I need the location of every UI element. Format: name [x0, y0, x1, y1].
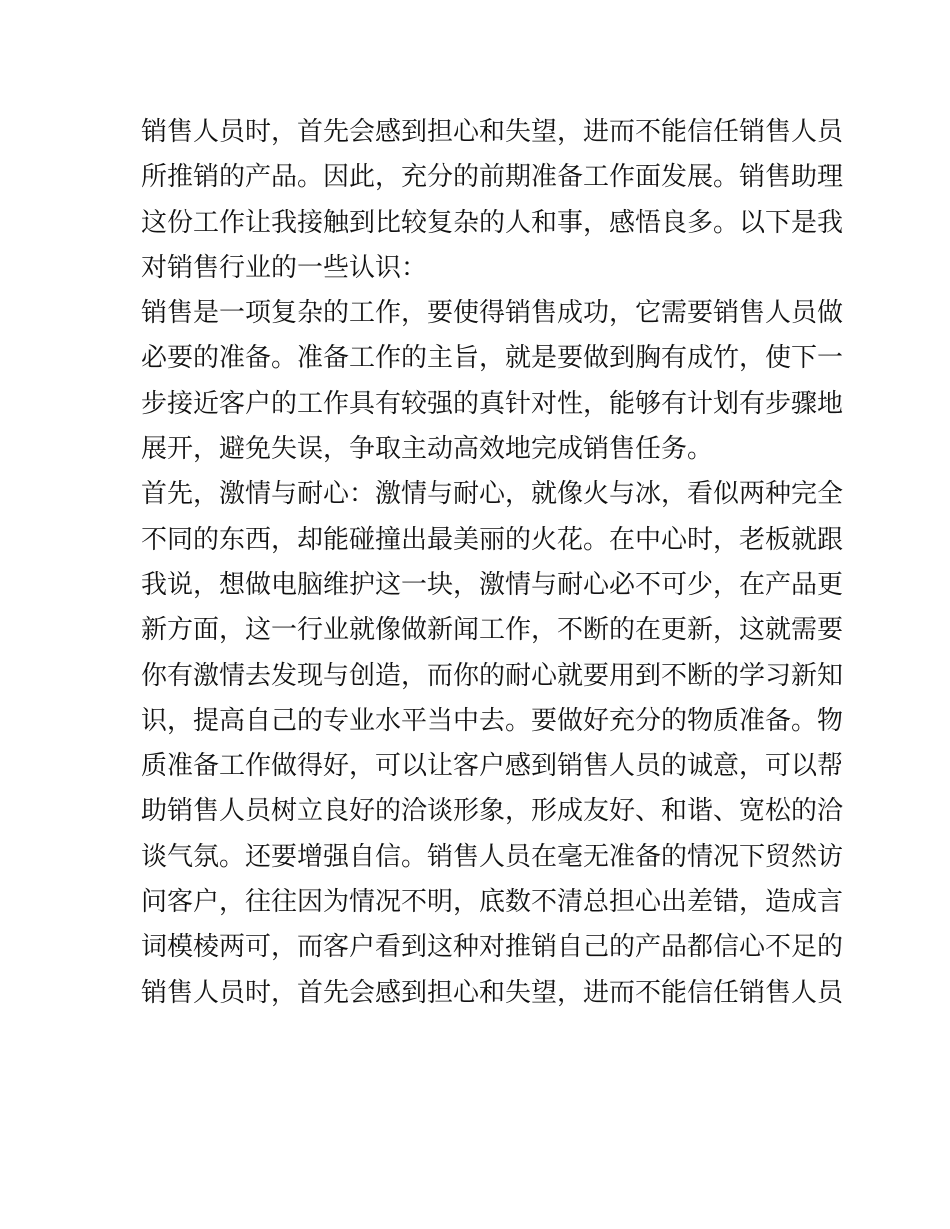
text-line: 销售人员时，首先会感到担心和失望，进而不能信任销售人员: [141, 977, 844, 1008]
body-text: [141, 110, 844, 1016]
text-line: 质准备工作做得好，可以让客户感到销售人员的诚意，可以帮: [141, 751, 844, 782]
text-line: 首先，激情与耐心：激情与耐心，就像火与冰，看似两种完全: [141, 479, 844, 510]
text-line: 展开，避免失误，争取主动高效地完成销售任务。: [141, 434, 714, 465]
text-line: 不同的东西，却能碰撞出最美丽的火花。在中心时，老板就跟: [141, 524, 844, 555]
text-line: 对销售行业的一些认识：: [141, 252, 428, 283]
text-line: 新方面，这一行业就像做新闻工作，不断的在更新，这就需要: [141, 615, 844, 646]
text-line: 销售人员时，首先会感到担心和失望，进而不能信任销售人员: [141, 117, 844, 147]
text-line: 谈气氛。还要增强自信。销售人员在毫无准备的情况下贸然访: [141, 841, 844, 872]
text-line: 必要的准备。准备工作的主旨，就是要做到胸有成竹，使下一: [141, 343, 844, 374]
text-line: 这份工作让我接触到比较复杂的人和事，感悟良多。以下是我: [141, 207, 844, 238]
text-line: 助销售人员树立良好的洽谈形象，形成友好、和谐、宽松的洽: [141, 796, 844, 827]
text-line: 步接近客户的工作具有较强的真针对性，能够有计划有步骤地: [141, 388, 844, 419]
text-line: 所推销的产品。因此，充分的前期准备工作面发展。销售助理: [141, 162, 844, 193]
text-line: 销售是一项复杂的工作，要使得销售成功，它需要销售人员做: [141, 298, 844, 329]
text-line: 问客户，往往因为情况不明，底数不清总担心出差错，造成言: [141, 887, 844, 918]
text-line: 你有激情去发现与创造，而你的耐心就要用到不断的学习新知: [141, 660, 844, 691]
text-line: 识，提高自己的专业水平当中去。要做好充分的物质准备。物: [141, 705, 844, 736]
text-line: 词模棱两可，而客户看到这种对推销自己的产品都信心不足的: [141, 932, 844, 963]
text-line: 我说，想做电脑维护这一块，激情与耐心必不可少，在产品更: [141, 569, 844, 600]
